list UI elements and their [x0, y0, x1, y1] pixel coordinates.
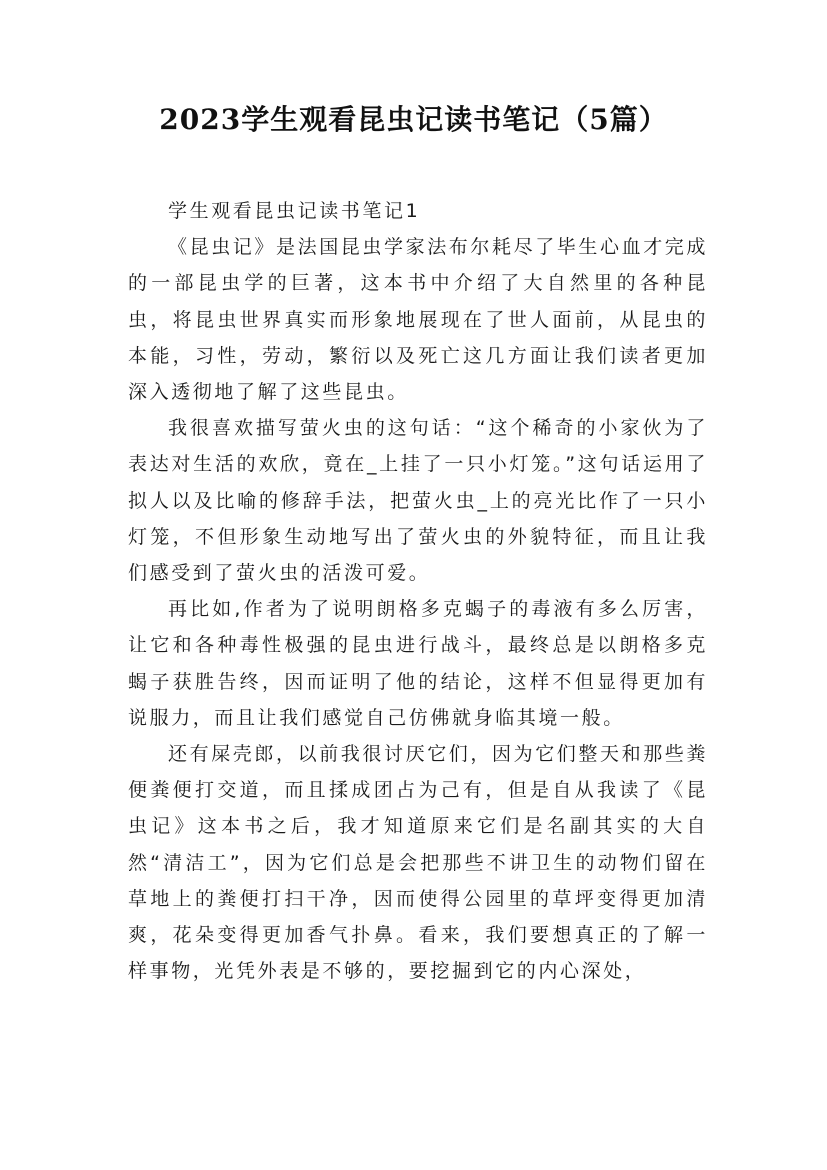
section-heading: 学生观看昆虫记读书笔记1 — [168, 200, 421, 222]
document-body — [128, 193, 708, 989]
document-title: 2023学生观看昆虫记读书笔记（5篇） — [159, 103, 668, 136]
paragraph-intro: 《昆虫记》是法国昆虫学家法布尔耗尽了毕生心血才完成的一部昆虫学的巨著，这本书中介绍了大自然里的各种昆虫，将昆虫世界真实而形象地展现在了世人面前，从昆虫的本能，习性，劳动，繁衍以及死亡这几方面让我们读者更加深入透彻地了解了这些昆虫。 — [128, 236, 709, 404]
paragraph-dung-beetle: 还有屎壳郎，以前我很讨厌它们，因为它们整天和那些粪便粪便打交道，而且揉成团占为己有，但是自从我读了《昆虫记》这本书之后，我才知道原来它们是名副其实的大自然“清洁工”，因为它们总是会把那些不讲卫生的动物们留在草地上的粪便打扫干净，因而使得公园里的草坪变得更加清爽，花朵变得更加香气扑鼻。看来，我们要想真正的了解一样事物，光凭外表是不够的，要挖掘到它的内心深处， — [128, 743, 709, 983]
paragraph-firefly: 我很喜欢描写萤火虫的这句话：“这个稀奇的小家伙为了表达对生活的欢欣，竟在_上挂了一只小灯笼。”这句话运用了拟人以及比喻的修辞手法，把萤火虫_上的亮光比作了一只小灯笼，不但形象生动地写出了萤火虫的外貌特征，而且让我们感受到了萤火虫的活泼可爱。 — [128, 417, 708, 585]
paragraph-scorpion: 再比如,作者为了说明朗格多克蝎子的毒液有多么厉害，让它和各种毒性极强的昆虫进行战斗，最终总是以朗格多克蝎子获胜告终，因而证明了他的结论，这样不但显得更加有说服力，而且让我们感觉自己仿佛就身临其境一般。 — [128, 598, 708, 729]
